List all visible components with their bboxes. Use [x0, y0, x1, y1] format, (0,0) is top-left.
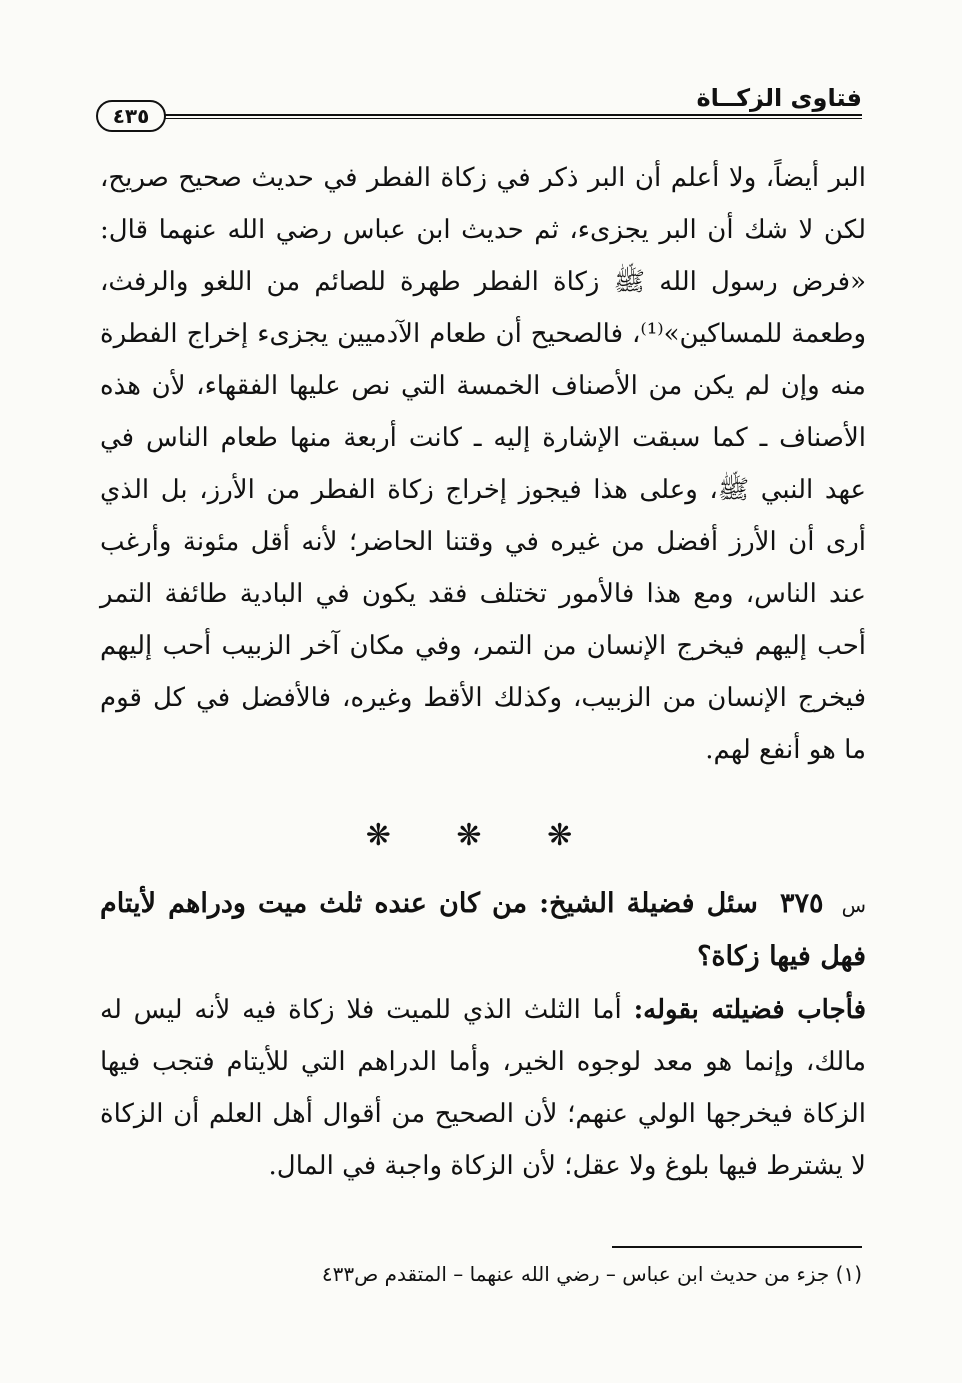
answer-lead: فأجاب فضيلته بقوله: — [633, 995, 867, 1025]
paragraph-text: البر أيضاً، ولا أعلم أن البر ذكر في زكاة الفطر في حديث صحيح صريح، لكن لا شك أن البر يجزىء، ثم حديث ابن عباس رضي الله عنهما قال: «فرض رسول الله ﷺ زكاة الفطر طهرة للصائم من اللغو والرفث، وطعمة للمساكين»⁽¹⁾، فالصحيح أن طعام الآدميين يجزىء إخراج الفطرة منه وإن لم يكن من الأصناف الخمسة التي نص عليها الفقهاء، لأن هذه الأصناف ـ كما سبقت الإشارة إليه ـ كانت أربعة منها طعام الناس في عهد النبي ﷺ، وعلى هذا فيجوز إخراج زكاة الفطر من الأرز، بل الذي أرى أن الأرز أفضل من غيره في وقتنا الحاضر؛ لأنه أقل مئونة وأرغب عند الناس، ومع هذا فالأمور تختلف فقد يكون في البادية طائفة التمر أحب إليهم فيخرج الإنسان من التمر، وفي مكان آخر الزبيب أحب إليهم فيخرج الإنسان من الزبيب، وكذلك الأقط وغيره، فالأفضل في كل قوم ما هو أنفع لهم. — [100, 163, 866, 765]
page-header — [96, 84, 862, 132]
body-paragraph — [100, 152, 866, 776]
question-number: ٣٧٥ — [779, 888, 824, 919]
question-text: سئل فضيلة الشيخ: من كان عنده ثلث ميت ودراهم لأيتام فهل فيها زكاة؟ — [100, 888, 866, 972]
page-number: ٤٣٥ — [96, 100, 166, 132]
header-rule — [162, 114, 862, 119]
running-title: فتاوى الزكــاة — [696, 84, 862, 112]
question-mark: س — [841, 893, 866, 917]
question-paragraph — [100, 878, 866, 983]
answer-paragraph — [100, 984, 866, 1192]
answer-text: أما الثلث الذي للميت فلا زكاة فيه لأنه ليس له مالك، وإنما هو معد لوجوه الخير، وأما الدراهم التي للأيتام فتجب فيها الزكاة فيخرجها الولي عنهم؛ لأن الصحيح من أقوال أهل العلم أن الزكاة لا يشترط فيها بلوغ ولا عقل؛ لأن الزكاة واجبة في المال. — [100, 995, 866, 1181]
footnote-rule — [612, 1246, 862, 1248]
footnote: (١) جزء من حديث ابن عباس – رضي الله عنهما – المتقدم ص٤٣٣ — [321, 1262, 862, 1286]
section-separator: ❋ ❋ ❋ — [365, 818, 601, 853]
